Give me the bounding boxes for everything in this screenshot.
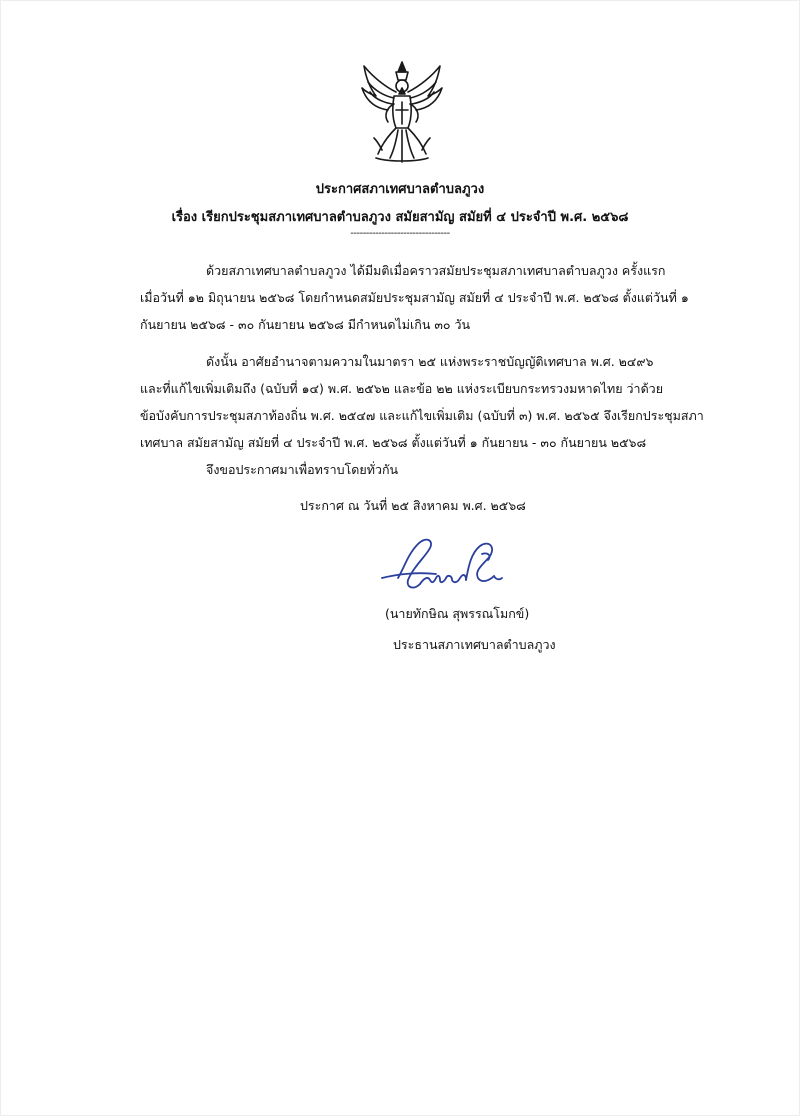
paragraph2-line4: เทศบาล สมัยสามัญ สมัยที่ ๔ ประจำปี พ.ศ. ๒๕๖๘ ตั้งแต่วันที่ ๑ กันยายน - ๓๐ กันยายน ๒๕๖๘ [140,435,647,450]
garuda-emblem-icon [358,58,446,166]
title-divider: -------------------------------- [350,228,450,239]
paragraph1-line1: ด้วยสภาเทศบาลตำบลภูวง ได้มีมติเมื่อคราวสมัยประชุมสภาเทศบาลตำบลภูวง ครั้งแรก [206,263,666,278]
paragraph1-line2: เมื่อวันที่ ๑๒ มิถุนายน ๒๕๖๘ โดยกำหนดสมัยประชุมสามัญ สมัยที่ ๔ ประจำปี พ.ศ. ๒๕๖๘ ตั้งแต่วันที่ ๑ [140,290,689,305]
document-subject: เรื่อง เรียกประชุมสภาเทศบาลตำบลภูวง สมัยสามัญ สมัยที่ ๔ ประจำปี พ.ศ. ๒๕๖๘ [171,210,629,225]
signatory-title: ประธานสภาเทศบาลตำบลภูวง [393,637,556,652]
paragraph2-line3: ข้อบังคับการประชุมสภาท้องถิ่น พ.ศ. ๒๕๔๗ และแก้ไขเพิ่มเติม (ฉบับที่ ๓) พ.ศ. ๒๕๖๕ จึงเรียกประชุมสภา [140,408,704,423]
handwritten-signature [378,534,508,598]
announcement-date: ประกาศ ณ วันที่ ๒๕ สิงหาคม พ.ศ. ๒๕๖๘ [300,498,526,513]
closing-line: จึงขอประกาศมาเพื่อทราบโดยทั่วกัน [206,462,399,477]
paragraph2-line2: และที่แก้ไขเพิ่มเติมถึง (ฉบับที่ ๑๔) พ.ศ. ๒๕๖๒ และข้อ ๒๒ แห่งระเบียบกระทรวงมหาดไทย ว่าด้วย [140,381,664,396]
paragraph2-line1: ดังนั้น อาศัยอำนาจตามความในมาตรา ๒๕ แห่งพระราชบัญญัติเทศบาล พ.ศ. ๒๔๙๖ [206,354,654,369]
signatory-name: (นายทักษิณ สุพรรณโมกข์) [385,606,530,621]
paragraph1-line3: กันยายน ๒๕๖๘ - ๓๐ กันยายน ๒๕๖๘ มีกำหนดไม่เกิน ๓๐ วัน [140,317,471,332]
document-title: ประกาศสภาเทศบาลตำบลภูวง [315,182,485,197]
